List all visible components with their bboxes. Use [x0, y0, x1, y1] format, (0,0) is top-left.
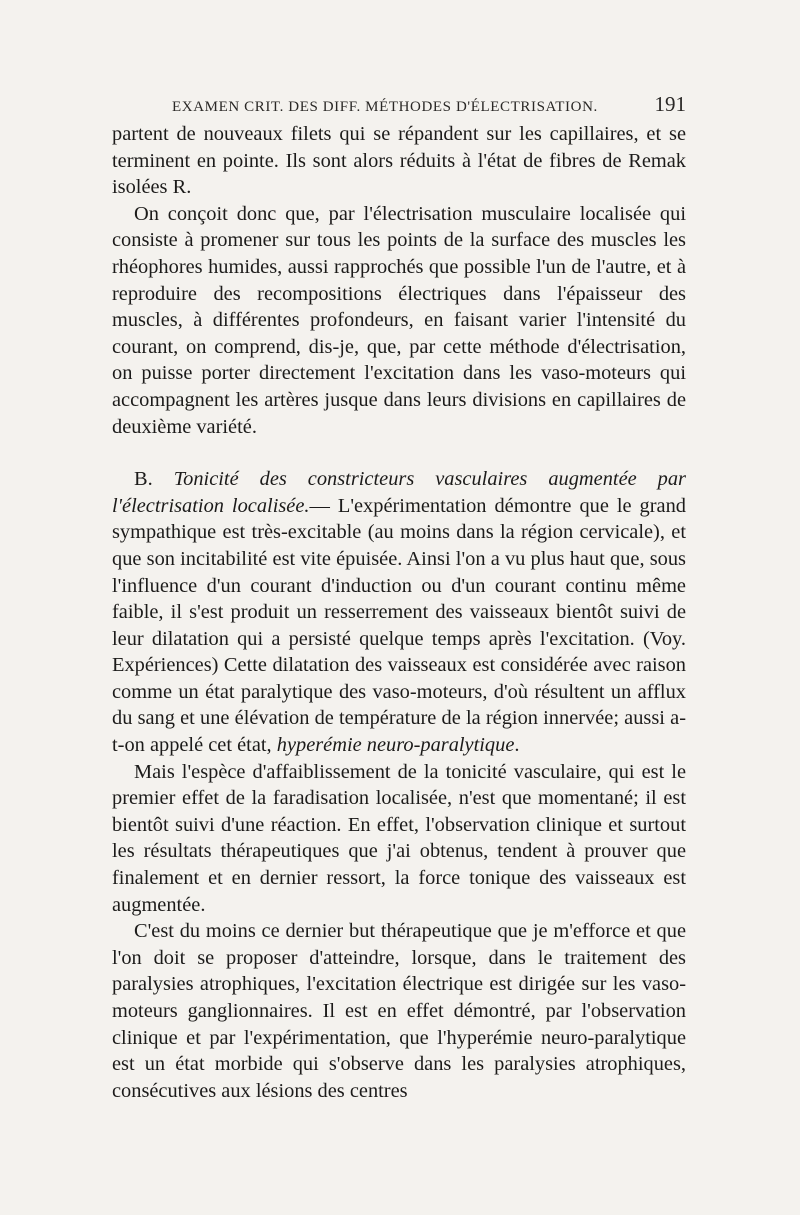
italic-term: hyperémie neuro-paralytique: [276, 734, 515, 757]
section-spacer: [112, 440, 686, 466]
section-label: B.: [134, 468, 153, 491]
paragraph-tonicite: Mais l'espèce d'affaiblissement de la tonicité vasculaire, qui est le premier effet de la faradisation localisée, n'est que momentané; il est bientôt suivi d'une réaction. En effet, l'observation clinique et surtout les résultats thérapeutiques que j'ai obtenus, tendent à prouver que finalement et en dernier ressort, la force tonique des vaisseaux est augmentée.: [112, 760, 686, 916]
book-page: [112, 92, 686, 1104]
running-header: [172, 92, 686, 117]
paragraph-continuation: partent de nouveaux filets qui se répandent sur les capillaires, et se terminent en pointe. Ils sont alors réduits à l'état de fibres de Remak isolées R.: [112, 123, 686, 199]
page-number: 191: [654, 92, 686, 116]
paragraph-section-b: [112, 466, 686, 759]
section-b-end: .: [514, 734, 520, 757]
paragraph-electrisation-musculaire: On conçoit donc que, par l'électrisation musculaire localisée qui consiste à promener sur tous les points de la surface des muscles les rhéophores humides, aussi rapprochés que possible l'un de l'autre, et à reproduire des recompositions électriques dans l'épaisseur des muscles, à différentes profondeurs, en faisant varier l'intensité du courant, on comprend, dis-je, que, par cette méthode d'électrisation, on puisse porter directement l'excitation dans les vaso-moteurs qui accompagnent les artères jusque dans leurs divisions en capillaires de deuxième variété.: [112, 202, 686, 438]
section-b-body: — L'expérimentation démontre que le grand sympathique est très-excitable (au moins dans la région cervicale), et que son incitabilité est vite épuisée. Ainsi l'on a vu plus haut que, sous l'influence d'un courant d'induction ou d'un courant continu même faible, il s'est produit un resserrement des vaisseaux bientôt suivi de leur dilatation qui a persisté quelque temps après l'excitation. (Voy. Expériences) Cette dilatation des vaisseaux est considérée avec raison comme un état paralytique des vaso-moteurs, d'où résultent un afflux du sang et une élévation de température de la région innervée; aussi a-t-on appelé cet état,: [112, 494, 686, 757]
paragraph-but-therapeutique: C'est du moins ce dernier but thérapeutique que je m'efforce et que l'on doit se proposer d'atteindre, lorsque, dans le traitement des paralysies atrophiques, l'excitation électrique est dirigée sur les vaso-moteurs ganglionnaires. Il est en effet démontré, par l'observation clinique et par l'expérimentation, que l'hyperémie neuro-paralytique est un état morbide qui s'observe dans les paralysies atrophiques, consécutives aux lésions des centres: [112, 920, 686, 1102]
section-heading: Tonicité des constricteurs vasculaires augmentée par l'électrisation localisée.: [112, 468, 686, 517]
running-title: EXAMEN CRIT. DES DIFF. MÉTHODES D'ÉLECTRISATION.: [172, 99, 598, 115]
